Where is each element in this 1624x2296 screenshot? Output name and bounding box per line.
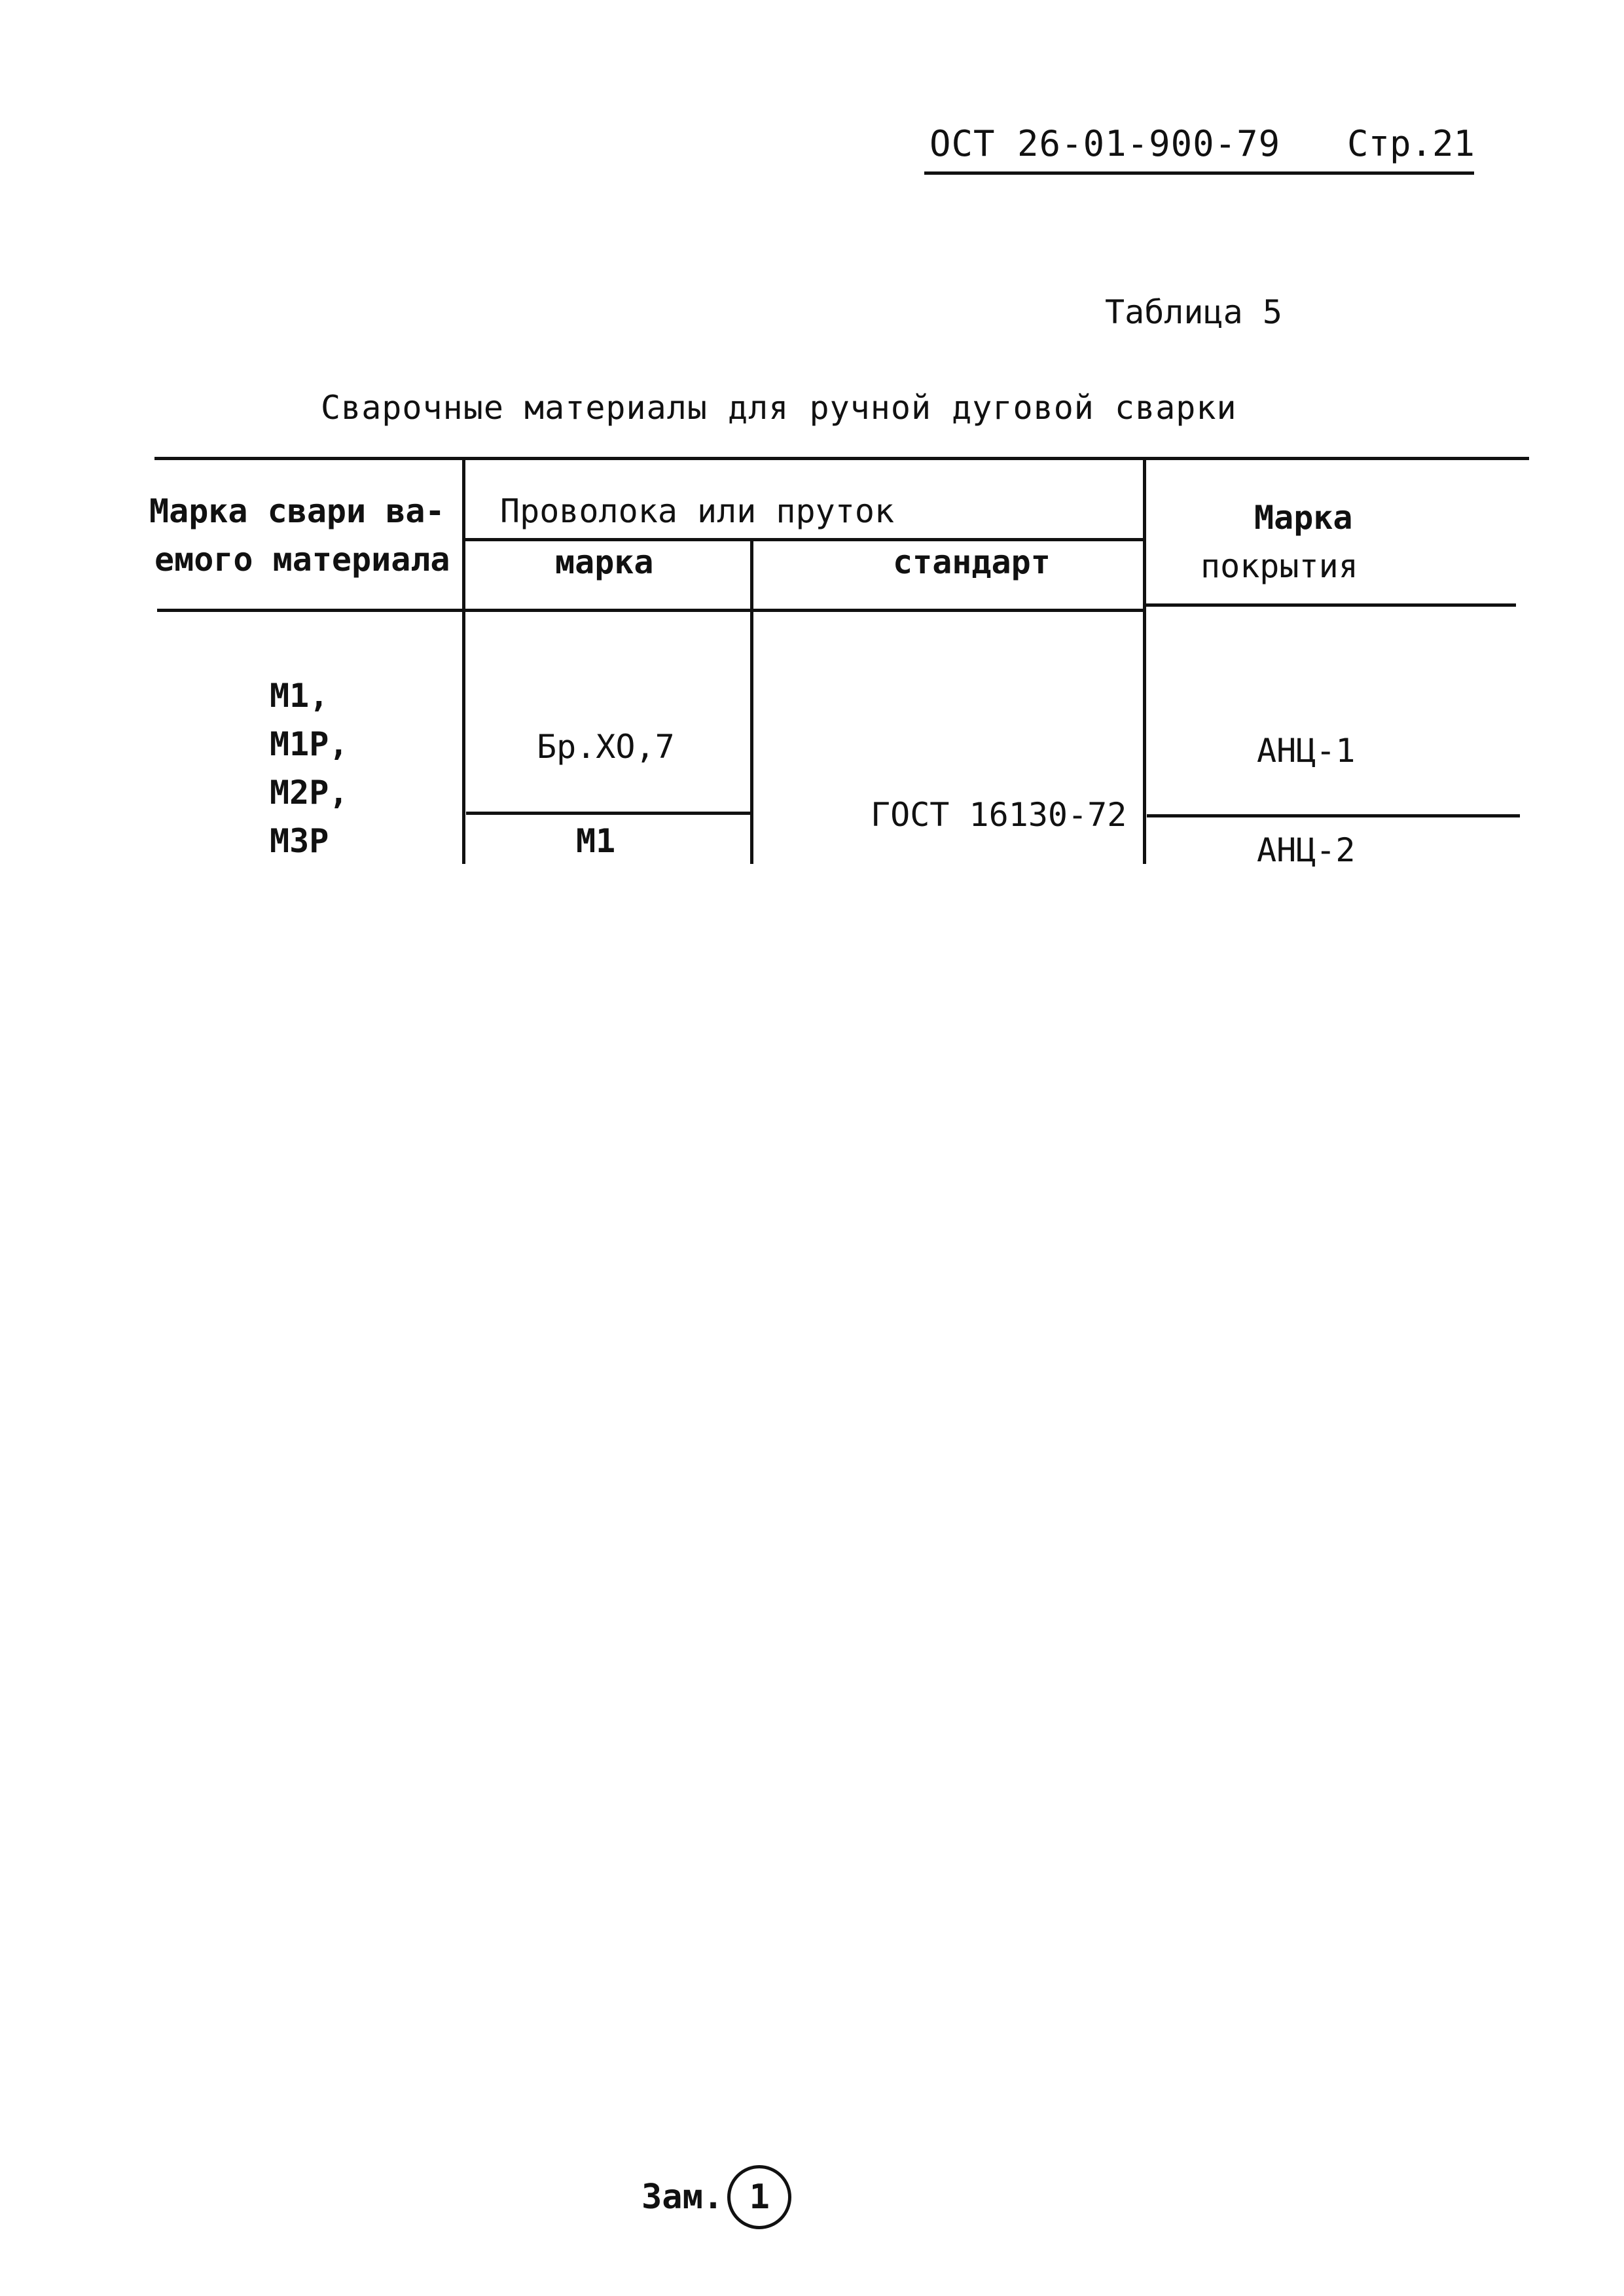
- header-standard: стандарт: [893, 543, 1051, 581]
- header-coating-line2: покрытия: [1200, 547, 1358, 585]
- col-divider-3: [1143, 458, 1146, 864]
- coating-1: АНЦ-1: [1257, 732, 1356, 770]
- table-title: Сварочные материалы для ручной дуговой сварки: [321, 389, 1237, 427]
- col-divider-2: [750, 539, 753, 864]
- revision-number: 1: [749, 2178, 770, 2217]
- header-underline: [924, 171, 1474, 175]
- subheader-rule: [463, 538, 1144, 541]
- header-bottom-rule-right: [1144, 603, 1516, 607]
- header-bottom-rule-left: [157, 609, 1144, 612]
- document-code: ОСТ 26-01-900-79: [929, 123, 1281, 164]
- revision-stamp: [641, 2165, 791, 2229]
- revision-stamp-label: Зам.: [641, 2178, 724, 2217]
- material-item: М1Р,: [270, 725, 349, 763]
- wire-grade-2: М1: [576, 822, 616, 860]
- material-item: М3Р: [270, 822, 329, 860]
- header-wire-group: Проволока или пруток: [500, 492, 895, 530]
- material-item: М1,: [270, 677, 329, 715]
- standard-value: ГОСТ 16130-72: [871, 796, 1127, 834]
- page-reference: Стр.21: [1347, 123, 1475, 164]
- col-divider-1: [462, 458, 465, 864]
- header-wire-grade: марка: [555, 543, 654, 581]
- wire-grade-1: Бр.ХО,7: [537, 728, 675, 766]
- coating-2: АНЦ-2: [1257, 831, 1356, 869]
- table-label: Таблица 5: [1105, 293, 1282, 331]
- material-item: М2Р,: [270, 774, 349, 812]
- header-coating-line1: Марка: [1254, 499, 1353, 537]
- row-divider-coating: [1147, 814, 1520, 817]
- table-top-rule: [154, 457, 1529, 460]
- row-divider-wire: [466, 812, 751, 815]
- revision-number-circle: [727, 2165, 791, 2229]
- header-material-line1: Марка свари ва-: [149, 492, 445, 530]
- header-material-line2: емого материала: [154, 541, 450, 579]
